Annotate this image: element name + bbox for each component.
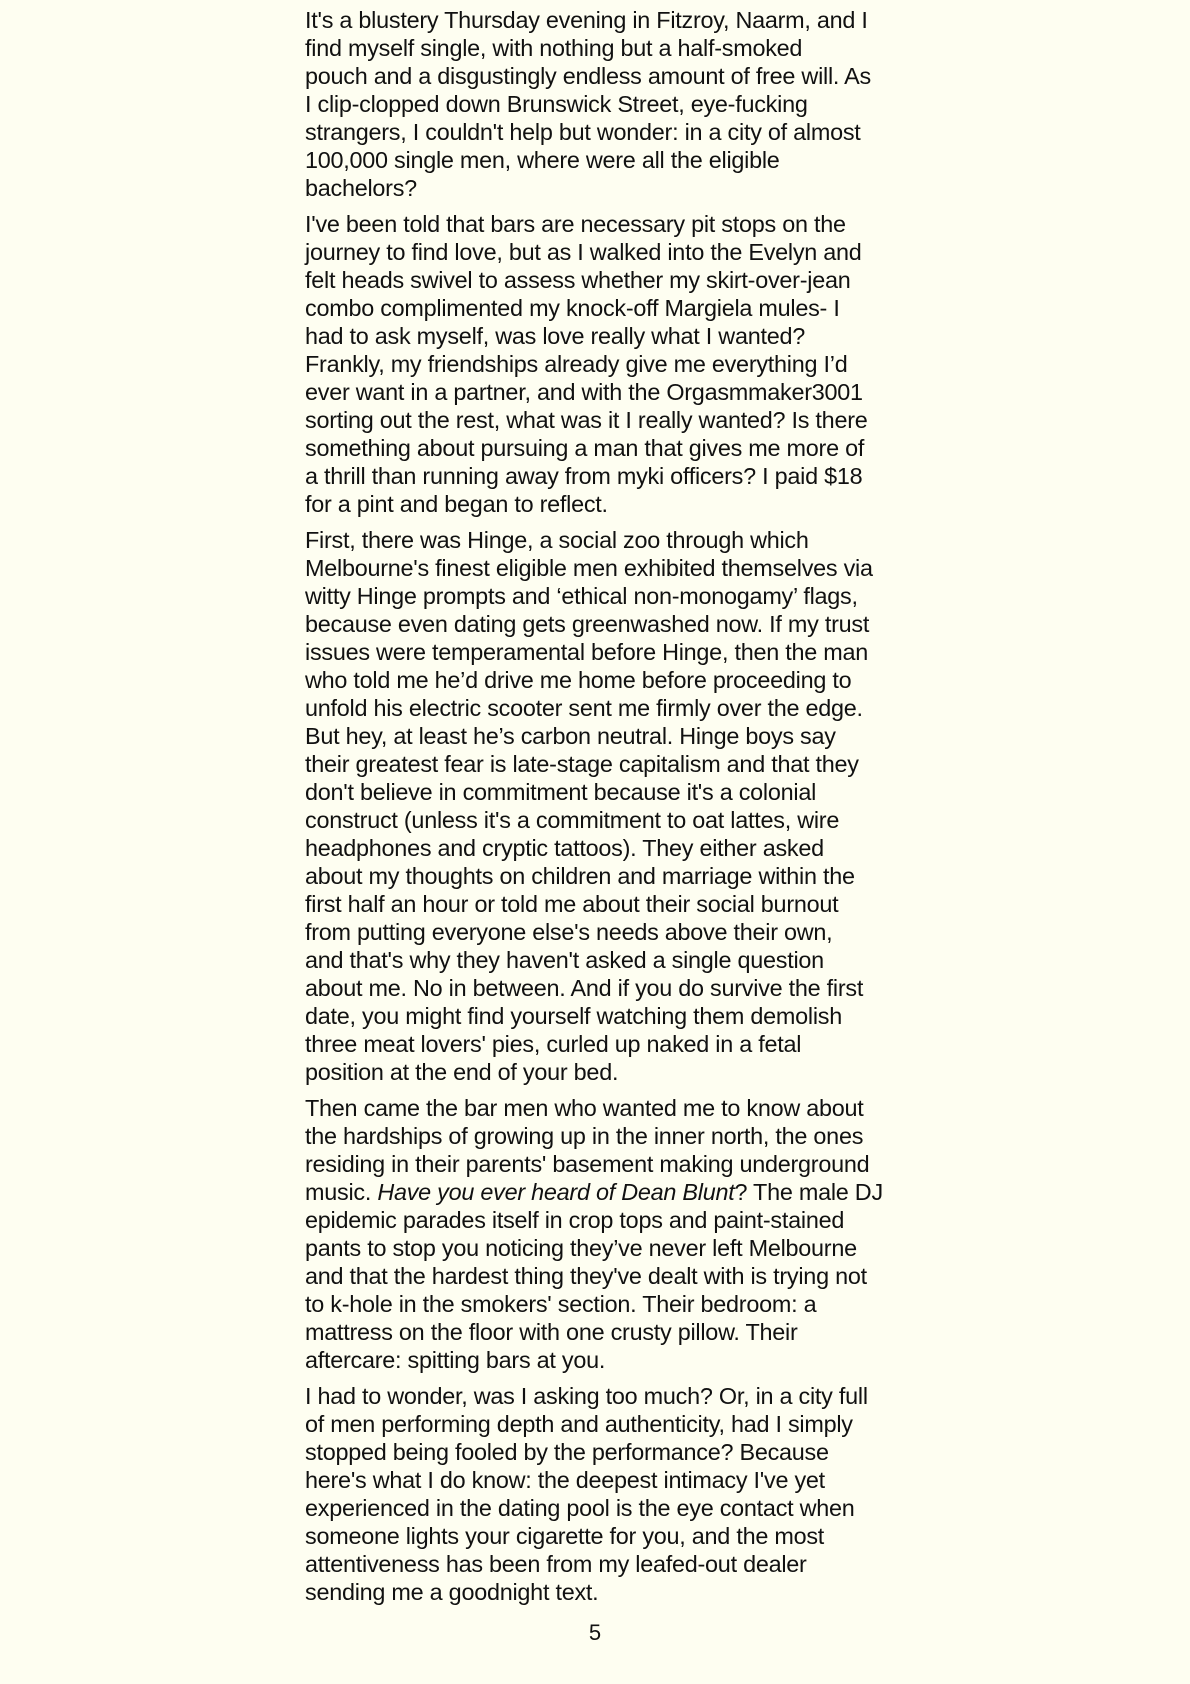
text-line: about me. No in between. And if you do survive the first xyxy=(305,975,864,1001)
text-line: mattress on the floor with one crusty pillow. Their xyxy=(305,1319,798,1345)
text-line: pouch and a disgustingly endless amount of free will. As xyxy=(305,63,871,89)
text-line: because even dating gets greenwashed now. If my trust xyxy=(305,611,870,637)
text-line: epidemic parades itself in crop tops and paint-stained xyxy=(305,1207,845,1233)
text-line: here's what I do know: the deepest intimacy I've yet xyxy=(305,1467,825,1493)
text-line: witty Hinge prompts and ‘ethical non-monogamy’ flags, xyxy=(305,583,858,609)
text-line: someone lights your cigarette for you, and the most xyxy=(305,1523,825,1549)
text-line: headphones and cryptic tattoos). They either asked xyxy=(305,835,824,861)
text-line: three meat lovers' pies, curled up naked in a fetal xyxy=(305,1031,802,1057)
text-segment: music. xyxy=(305,1179,378,1205)
text-line: of men performing depth and authenticity, had I simply xyxy=(305,1411,853,1437)
article-body xyxy=(305,6,885,1614)
text-line: about my thoughts on children and marriage within the xyxy=(305,863,855,889)
text-line: But hey, at least he’s carbon neutral. Hinge boys say xyxy=(305,723,836,749)
text-line: sending me a goodnight text. xyxy=(305,1579,599,1605)
text-line: aftercare: spitting bars at you. xyxy=(305,1347,606,1373)
text-line: It's a blustery Thursday evening in Fitzroy, Naarm, and I xyxy=(305,7,868,33)
text-line: construct (unless it's a commitment to oat lattes, wire xyxy=(305,807,840,833)
text-line: from putting everyone else's needs above their own, xyxy=(305,919,833,945)
text-line: felt heads swivel to assess whether my skirt-over-jean xyxy=(305,267,851,293)
text-segment: ? The male DJ xyxy=(734,1179,883,1205)
text-line: Then came the bar men who wanted me to know about xyxy=(305,1095,864,1121)
text-line: their greatest fear is late-stage capitalism and that they xyxy=(305,751,859,777)
text-line: I've been told that bars are necessary pit stops on the xyxy=(305,211,846,237)
text-line: unfold his electric scooter sent me firmly over the edge. xyxy=(305,695,863,721)
paragraph-2 xyxy=(305,210,885,518)
text-line: Melbourne's finest eligible men exhibited themselves via xyxy=(305,555,873,581)
text-line: journey to find love, but as I walked into the Evelyn and xyxy=(305,239,862,265)
text-line: ever want in a partner, and with the Orgasmmaker3001 xyxy=(305,379,863,405)
italic-phrase: Have you ever heard of Dean Blunt xyxy=(377,1179,735,1205)
text-line: bachelors? xyxy=(305,175,417,201)
paragraph-1 xyxy=(305,6,885,202)
text-line: who told me he’d drive me home before proceeding to xyxy=(305,667,852,693)
paragraph-3 xyxy=(305,526,885,1086)
text-line: issues were temperamental before Hinge, then the man xyxy=(305,639,868,665)
text-line: to k-hole in the smokers' section. Their bedroom: a xyxy=(305,1291,817,1317)
text-line: something about pursuing a man that gives me more of xyxy=(305,435,865,461)
text-line: the hardships of growing up in the inner north, the ones xyxy=(305,1123,864,1149)
text-line: experienced in the dating pool is the eye contact when xyxy=(305,1495,855,1521)
text-line: sorting out the rest, what was it I really wanted? Is there xyxy=(305,407,868,433)
text-line: I had to wonder, was I asking too much? Or, in a city full xyxy=(305,1383,868,1409)
text-line: residing in their parents' basement making underground xyxy=(305,1151,870,1177)
text-line: stopped being fooled by the performance? Because xyxy=(305,1439,829,1465)
text-line: strangers, I couldn't help but wonder: in a city of almost xyxy=(305,119,861,145)
text-line: combo complimented my knock-off Margiela mules- I xyxy=(305,295,840,321)
text-line: attentiveness has been from my leafed-out dealer xyxy=(305,1551,807,1577)
text-line: position at the end of your bed. xyxy=(305,1059,619,1085)
text-line: and that the hardest thing they've dealt with is trying not xyxy=(305,1263,867,1289)
text-line: First, there was Hinge, a social zoo through which xyxy=(305,527,809,553)
text-line: first half an hour or told me about their social burnout xyxy=(305,891,839,917)
text-line: I clip-clopped down Brunswick Street, eye-fucking xyxy=(305,91,808,117)
page-number: 5 xyxy=(588,1620,602,1645)
text-line: date, you might find yourself watching them demolish xyxy=(305,1003,842,1029)
text-line: find myself single, with nothing but a half-smoked xyxy=(305,35,803,61)
paragraph-5 xyxy=(305,1382,885,1606)
text-line: and that's why they haven't asked a single question xyxy=(305,947,824,973)
text-line: for a pint and began to reflect. xyxy=(305,491,608,517)
text-line: 100,000 single men, where were all the eligible xyxy=(305,147,780,173)
paragraph-4 xyxy=(305,1094,885,1374)
text-line: Frankly, my friendships already give me everything I’d xyxy=(305,351,848,377)
text-line: a thrill than running away from myki officers? I paid $18 xyxy=(305,463,863,489)
text-line: don't believe in commitment because it's a colonial xyxy=(305,779,817,805)
text-line: pants to stop you noticing they’ve never left Melbourne xyxy=(305,1235,857,1261)
text-line: had to ask myself, was love really what I wanted? xyxy=(305,323,805,349)
text-line-with-italic xyxy=(305,1178,885,1206)
